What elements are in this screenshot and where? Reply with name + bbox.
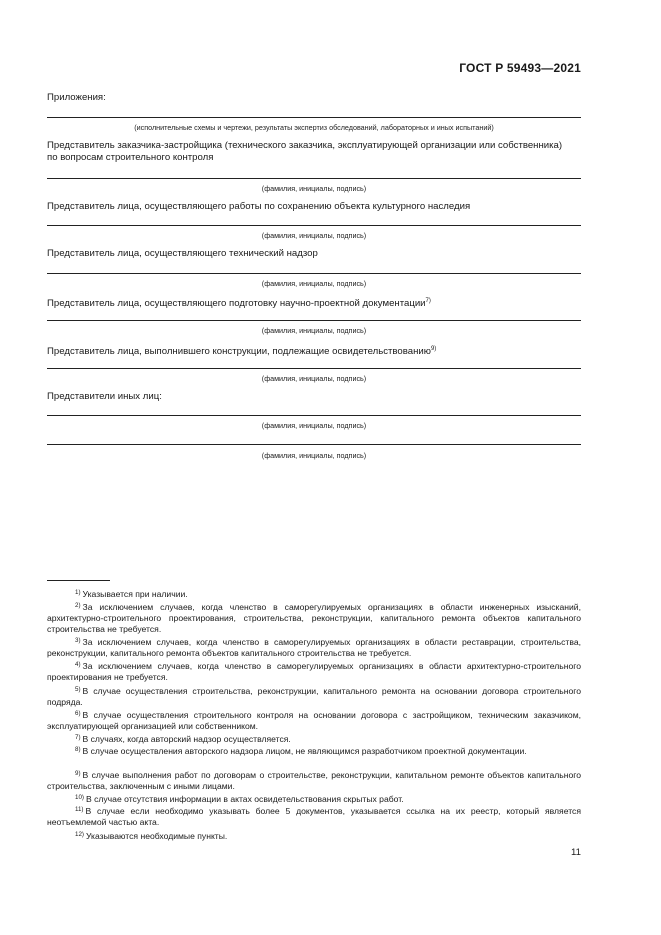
others-rep-label: Представители иных лиц:	[47, 391, 162, 402]
builder-rep-caption: (фамилия, инициалы, подпись)	[261, 374, 367, 383]
page-number: 11	[571, 847, 581, 858]
customer-rep-label-line2: по вопросам строительного контроля	[47, 152, 214, 163]
others-rep-caption-2: (фамилия, инициалы, подпись)	[261, 451, 367, 460]
customer-rep-caption: (фамилия, инициалы, подпись)	[261, 184, 367, 193]
design-rep-signature-line	[47, 320, 581, 321]
appendix-label: Приложения:	[47, 92, 106, 103]
design-rep-label	[47, 295, 431, 310]
footnote-10: $^{10)}$ В случае отсутствия информации в актах освидетельствования скрытых работ.	[75, 794, 404, 804]
appendix-line	[47, 117, 581, 118]
footnote-7: $^{7)}$ В случаях, когда авторский надзор осуществляется.	[75, 734, 291, 744]
others-rep-signature-line-1	[47, 415, 581, 416]
builder-rep-signature-line	[47, 368, 581, 369]
footnote-6: $^{6)}$ В случае осуществления строительного контроля на основании договора с застройщиком, техническим заказчиком, эксплуатирующей организацией или собственником.	[47, 710, 581, 731]
footnote-1: $^{1)}$ Указывается при наличии.	[75, 589, 188, 599]
builder-rep-label	[47, 343, 436, 358]
footnote-ref-7[interactable]: 7)	[425, 298, 431, 304]
customer-rep-label-line1: Представитель заказчика-застройщика (технического заказчика, эксплуатирующей организации или собственника)	[47, 140, 563, 151]
footnote-2: $^{2)}$ За исключением случаев, когда членство в саморегулируемых организациях в области инженерных изысканий, архитектурно-строительного проектирования, строительства, реконструкции, капитального ремонта объектов капитального строительства не требуется.	[47, 602, 581, 634]
footnote-9: $^{9)}$ В случае выполнения работ по договорам о строительстве, реконструкции, капитальном ремонте объектов капитального строительства, заключенным с иными лицами.	[47, 770, 581, 791]
footnote-11: $^{11)}$ В случае если необходимо указывать более 5 документов, указывается ссылка на их реестр, который является неотъемлемой частью акта.	[47, 806, 581, 827]
heritage-rep-caption: (фамилия, инициалы, подпись)	[261, 231, 367, 240]
footnote-8: $^{8)}$ В случае осуществления авторского надзора лицом, не являющимся разработчиком проектной документации.	[75, 746, 527, 756]
footnote-5: $^{5)}$ В случае осуществления строительства, реконструкции, капитального ремонта на основании договора строительного подряда.	[47, 686, 581, 707]
footnote-4: $^{4)}$ За исключением случаев, когда членство в саморегулируемых организациях в области архитектурно-строительного проектирования не требуется.	[47, 661, 581, 682]
design-rep-text: Представитель лица, осуществляющего подготовку научно-проектной документации	[47, 298, 426, 310]
customer-rep-signature-line	[47, 178, 581, 179]
technical-rep-label: Представитель лица, осуществляющего технический надзор	[47, 248, 318, 259]
technical-rep-caption: (фамилия, инициалы, подпись)	[261, 279, 367, 288]
others-rep-caption-1: (фамилия, инициалы, подпись)	[261, 421, 367, 430]
appendix-caption: (исполнительные схемы и чертежи, результаты экспертиз обследований, лабораторных и иных испытаний)	[134, 123, 494, 132]
footnote-separator	[47, 580, 110, 581]
footnote-3: $^{3)}$ За исключением случаев, когда членство в саморегулируемых организациях в области реставрации, строительства, реконструкции, капитального ремонта объектов капитального строительства не требуется.	[47, 637, 581, 658]
document-code: ГОСТ Р 59493—2021	[459, 61, 581, 75]
footnote-12: $^{12)}$ Указываются необходимые пункты.	[75, 831, 228, 841]
footnote-ref-9[interactable]: 9)	[430, 346, 437, 352]
others-rep-signature-line-2	[47, 444, 581, 445]
heritage-rep-label: Представитель лица, осуществляющего работы по сохранению объекта культурного наследия	[47, 201, 471, 212]
technical-rep-signature-line	[47, 273, 581, 274]
heritage-rep-signature-line	[47, 225, 581, 226]
design-rep-caption: (фамилия, инициалы, подпись)	[261, 326, 367, 335]
builder-rep-text: Представитель лица, выполнившего конструкции, подлежащие освидетельствованию	[47, 346, 431, 358]
